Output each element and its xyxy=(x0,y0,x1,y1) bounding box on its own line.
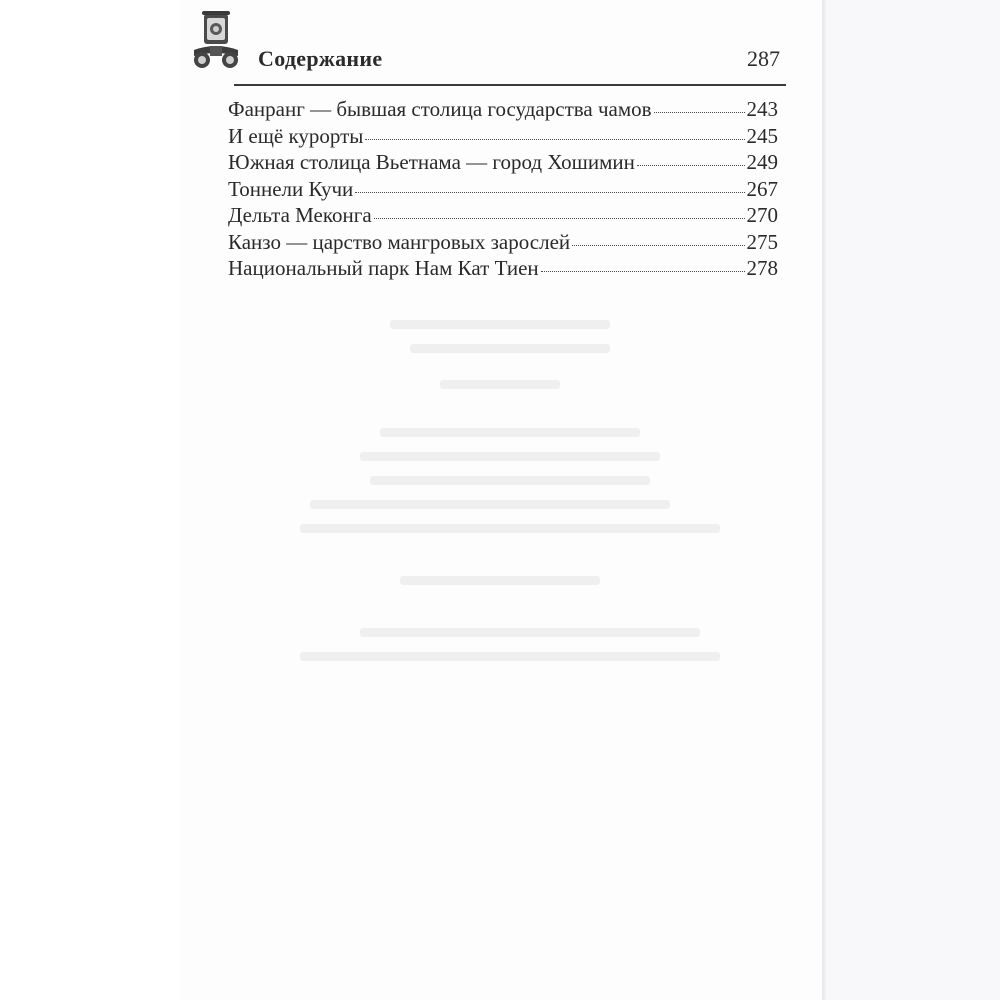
toc-entry-page: 249 xyxy=(746,150,778,174)
header-title: Содержание xyxy=(258,46,383,71)
toc-entry-title: И ещё курорты xyxy=(228,123,364,148)
toc-dot-leader xyxy=(374,218,745,219)
toc-entry-page: 270 xyxy=(746,203,778,227)
toc-entry-title: Дельта Меконга xyxy=(228,203,372,227)
header-rule xyxy=(234,84,786,86)
toc-entry xyxy=(228,202,778,229)
table-of-contents xyxy=(228,96,778,282)
toc-entry xyxy=(228,176,778,203)
toc-entry-page: 267 xyxy=(746,176,778,201)
toc-entry xyxy=(228,96,778,123)
toc-entry-title: Фанранг — бывшая столица государства чамов xyxy=(228,97,652,121)
toc-dot-leader xyxy=(654,112,745,113)
running-header xyxy=(258,46,782,78)
toc-entry xyxy=(228,149,778,176)
header-page-number: 287 xyxy=(747,46,780,71)
toc-entry-page: 278 xyxy=(746,256,778,280)
toc-dot-leader xyxy=(365,139,744,140)
toc-entry-page: 243 xyxy=(746,97,778,121)
toc-entry-title: Тоннели Кучи xyxy=(228,176,354,201)
toc-entry-title: Национальный парк Нам Кат Тиен xyxy=(228,256,539,280)
toc-entry-title: Южная столица Вьетнама — город Хошимин xyxy=(228,150,635,174)
toc-entry-page: 245 xyxy=(746,123,778,148)
toc-dot-leader xyxy=(541,271,745,272)
toc-entry xyxy=(228,229,778,256)
toc-dot-leader xyxy=(637,165,745,166)
toc-entry xyxy=(228,123,778,150)
ornamental-emblem-icon xyxy=(188,10,244,72)
toc-entry-page: 275 xyxy=(746,229,778,254)
bleed-through-text xyxy=(300,310,780,670)
background-margin xyxy=(826,0,1000,1000)
toc-entry xyxy=(228,255,778,282)
toc-entry-title: Канзо — царство мангровых зарослей xyxy=(228,229,571,254)
toc-dot-leader xyxy=(572,245,744,246)
toc-dot-leader xyxy=(355,192,744,193)
